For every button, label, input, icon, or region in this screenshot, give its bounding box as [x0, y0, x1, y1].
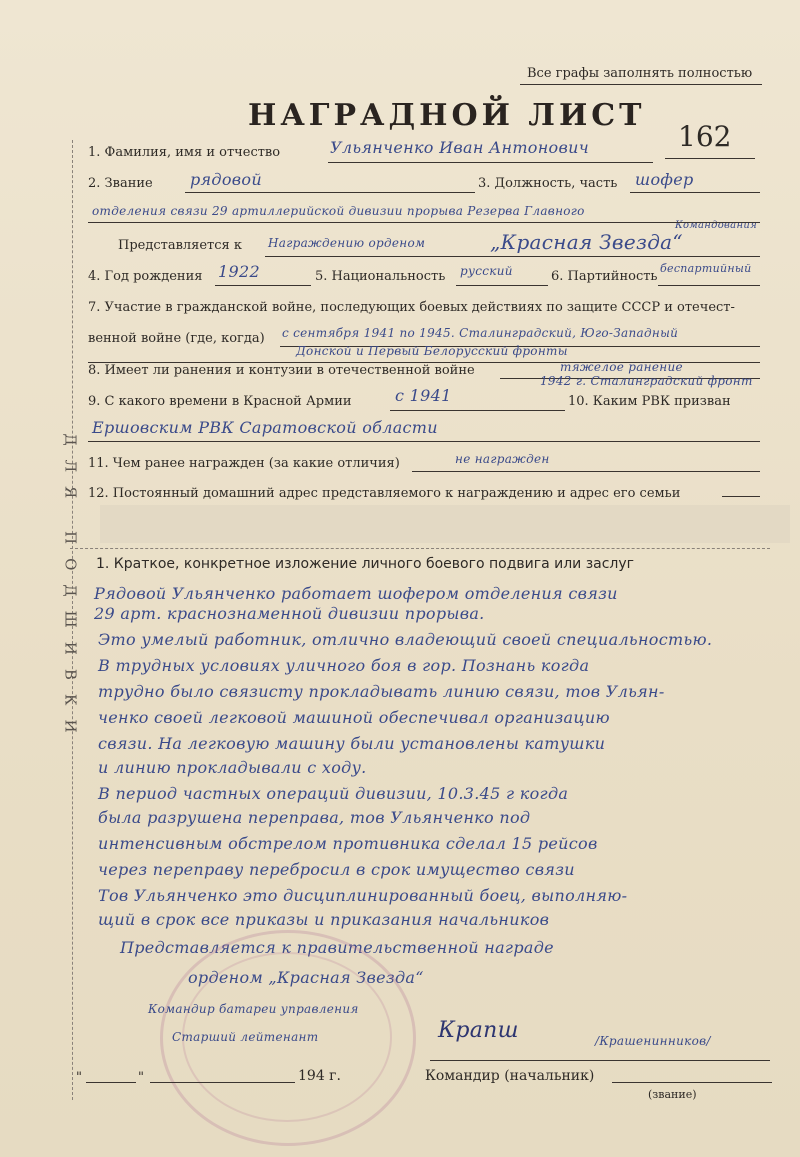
field-11-value: не награжден	[455, 452, 550, 466]
field-8-value: тяжелое ранение	[560, 360, 683, 374]
field-10-label: 10. Каким РВК призван	[568, 394, 731, 409]
signer-rank: Старший лейтенант	[172, 1030, 319, 1044]
field-9-label: 9. С какого времени в Красной Армии	[88, 394, 352, 409]
narrative-line: интенсивным обстрелом противника сделал 15 рейсов	[98, 834, 598, 853]
present-label: Представляется к	[118, 238, 242, 253]
sheet-number: 162	[678, 120, 732, 153]
narrative-line: ченко своей легковой машиной обеспечивал организацию	[98, 708, 610, 727]
narrative-line: щий в срок все приказы и приказания начальников	[98, 910, 550, 929]
page-title: НАГРАДНОЙ ЛИСТ	[248, 98, 646, 133]
narrative-line: орденом „Красная Звезда“	[188, 968, 424, 987]
field-7-label-2: венной войне (где, когда)	[88, 331, 265, 346]
field-4-value: 1922	[218, 262, 260, 281]
field-9-value: с 1941	[395, 386, 452, 405]
field-5-value: русский	[460, 264, 513, 278]
present-award: „Красная Звезда“	[490, 230, 683, 254]
narrative-line: Это умелый работник, отлично владеющий своей специальностью.	[98, 630, 713, 649]
field-7-value: с сентября 1941 по 1945. Сталинградский, Юго-Западный	[282, 326, 679, 340]
field-1-value: Ульянченко Иван Антонович	[330, 138, 589, 157]
rank-hint: (звание)	[648, 1088, 697, 1101]
binding-margin-label: ДЛЯ ПОДШИВКИ	[62, 433, 81, 747]
narrative-line: В трудных условиях уличного боя в гор. Познань когда	[98, 656, 590, 675]
field-1-label: 1. Фамилия, имя и отчество	[88, 145, 281, 160]
fill-all-note: Все графы заполнять полностью	[527, 66, 753, 81]
narrative-line: 29 арт. краснознаменной дивизии прорыва.	[94, 604, 485, 623]
field-7-value-2: Донской и Первый Белорусский фронты	[296, 344, 568, 358]
signer-name: /Крашенинников/	[595, 1034, 711, 1048]
field-6-value: беспартийный	[660, 262, 752, 275]
present-value: Награждению орденом	[268, 236, 426, 250]
field-3-value-cont: отделения связи 29 артиллерийской дивизии прорыва Резерва Главного	[92, 204, 585, 218]
narrative-line: Представляется к правительственной награде	[120, 938, 554, 957]
narrative-line: В период частных операций дивизии, 10.3.45 г когда	[98, 784, 569, 803]
field-4-label: 4. Год рождения	[88, 269, 203, 284]
narrative-line: была разрушена переправа, тов Ульянченко под	[98, 808, 531, 827]
field-3-label: 3. Должность, часть	[478, 176, 618, 191]
narrative-line: через переправу перебросил в срок имущество связи	[98, 860, 575, 879]
narrative-line: Рядовой Ульянченко работает шофером отделения связи	[94, 584, 618, 603]
field-2-value: рядовой	[190, 170, 262, 189]
date-year: 194 г.	[298, 1068, 341, 1084]
signer-position: Командир батареи управления	[148, 1002, 359, 1016]
date-close-quote: "	[138, 1070, 144, 1085]
field-8-label: 8. Имеет ли ранения и контузии в отечественной войне	[88, 363, 475, 378]
narrative-line: и линию прокладывали с ходу.	[98, 758, 367, 777]
narrative-line: Тов Ульянченко это дисциплинированный боец, выполняю-	[98, 886, 628, 905]
signer-signature: Крапш	[438, 1018, 519, 1043]
date-open-quote: "	[76, 1070, 82, 1085]
field-6-label: 6. Партийность	[551, 269, 658, 284]
field-5-label: 5. Национальность	[315, 269, 446, 284]
narrative-line: трудно было связисту прокладывать линию связи, тов Ульян-	[98, 682, 665, 701]
field-11-label: 11. Чем ранее награжден (за какие отличия)	[88, 456, 400, 471]
field-3-value: шофер	[635, 170, 694, 189]
field-12-label: 12. Постоянный домашний адрес представляемого к награждению и адрес его семьи	[88, 486, 681, 501]
field-3-value-cont2: Командования	[675, 220, 757, 231]
narrative-line: связи. На легковую машину были установлены катушки	[98, 734, 606, 753]
redacted-address-area	[100, 505, 790, 543]
section-heading: 1. Краткое, конкретное изложение личного боевого подвига или заслуг	[96, 556, 635, 572]
field-10-value: Ершовским РВК Саратовской области	[92, 418, 438, 437]
commander-label: Командир (начальник)	[425, 1068, 595, 1084]
field-7-label: 7. Участие в гражданской войне, последующих боевых действиях по защите СССР и отечест-	[88, 300, 735, 315]
field-8-value-2: 1942 г. Сталинградский фронт	[540, 374, 753, 388]
field-2-label: 2. Звание	[88, 176, 153, 191]
